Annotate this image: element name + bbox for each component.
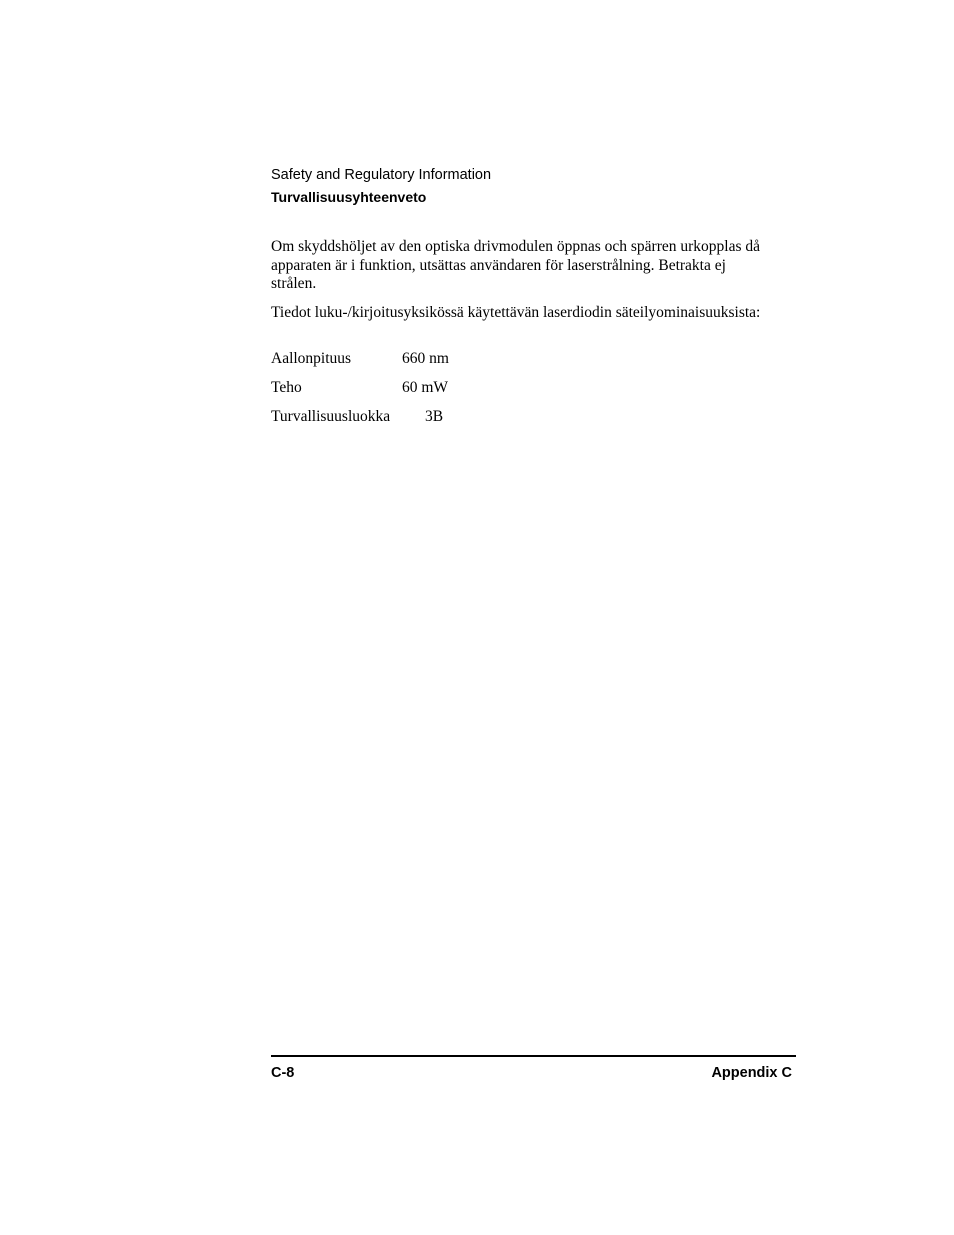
paragraph-finnish-intro: Tiedot luku-/kirjoitusyksikössä käytettävän laserdiodin säteilyominaisuuksista: bbox=[271, 304, 761, 321]
spec-value: 60 mW bbox=[402, 379, 449, 396]
spec-row-power bbox=[271, 379, 449, 398]
spec-row-wavelength bbox=[271, 350, 449, 369]
paragraph-swedish-warning: Om skyddshöljet av den optiska drivmodulen öppnas och spärren urkopplas då apparaten är i funktion, utsättas användaren för laserstrålning. Betrakta ej strålen. bbox=[271, 238, 761, 292]
running-header-section: Safety and Regulatory Information bbox=[271, 167, 492, 183]
spec-label: Aallonpituus bbox=[271, 350, 352, 367]
footer-divider bbox=[271, 1055, 796, 1057]
spec-row-safety-class bbox=[271, 408, 444, 427]
spec-value: 3B bbox=[425, 408, 444, 425]
spec-value: 660 nm bbox=[402, 350, 449, 367]
footer-chapter: Appendix C bbox=[711, 1065, 792, 1081]
running-header-subsection: Turvallisuusyhteenveto bbox=[271, 189, 427, 205]
spec-label: Turvallisuusluokka bbox=[271, 408, 391, 425]
spec-label: Teho bbox=[271, 379, 302, 396]
page-number: C-8 bbox=[271, 1065, 295, 1081]
